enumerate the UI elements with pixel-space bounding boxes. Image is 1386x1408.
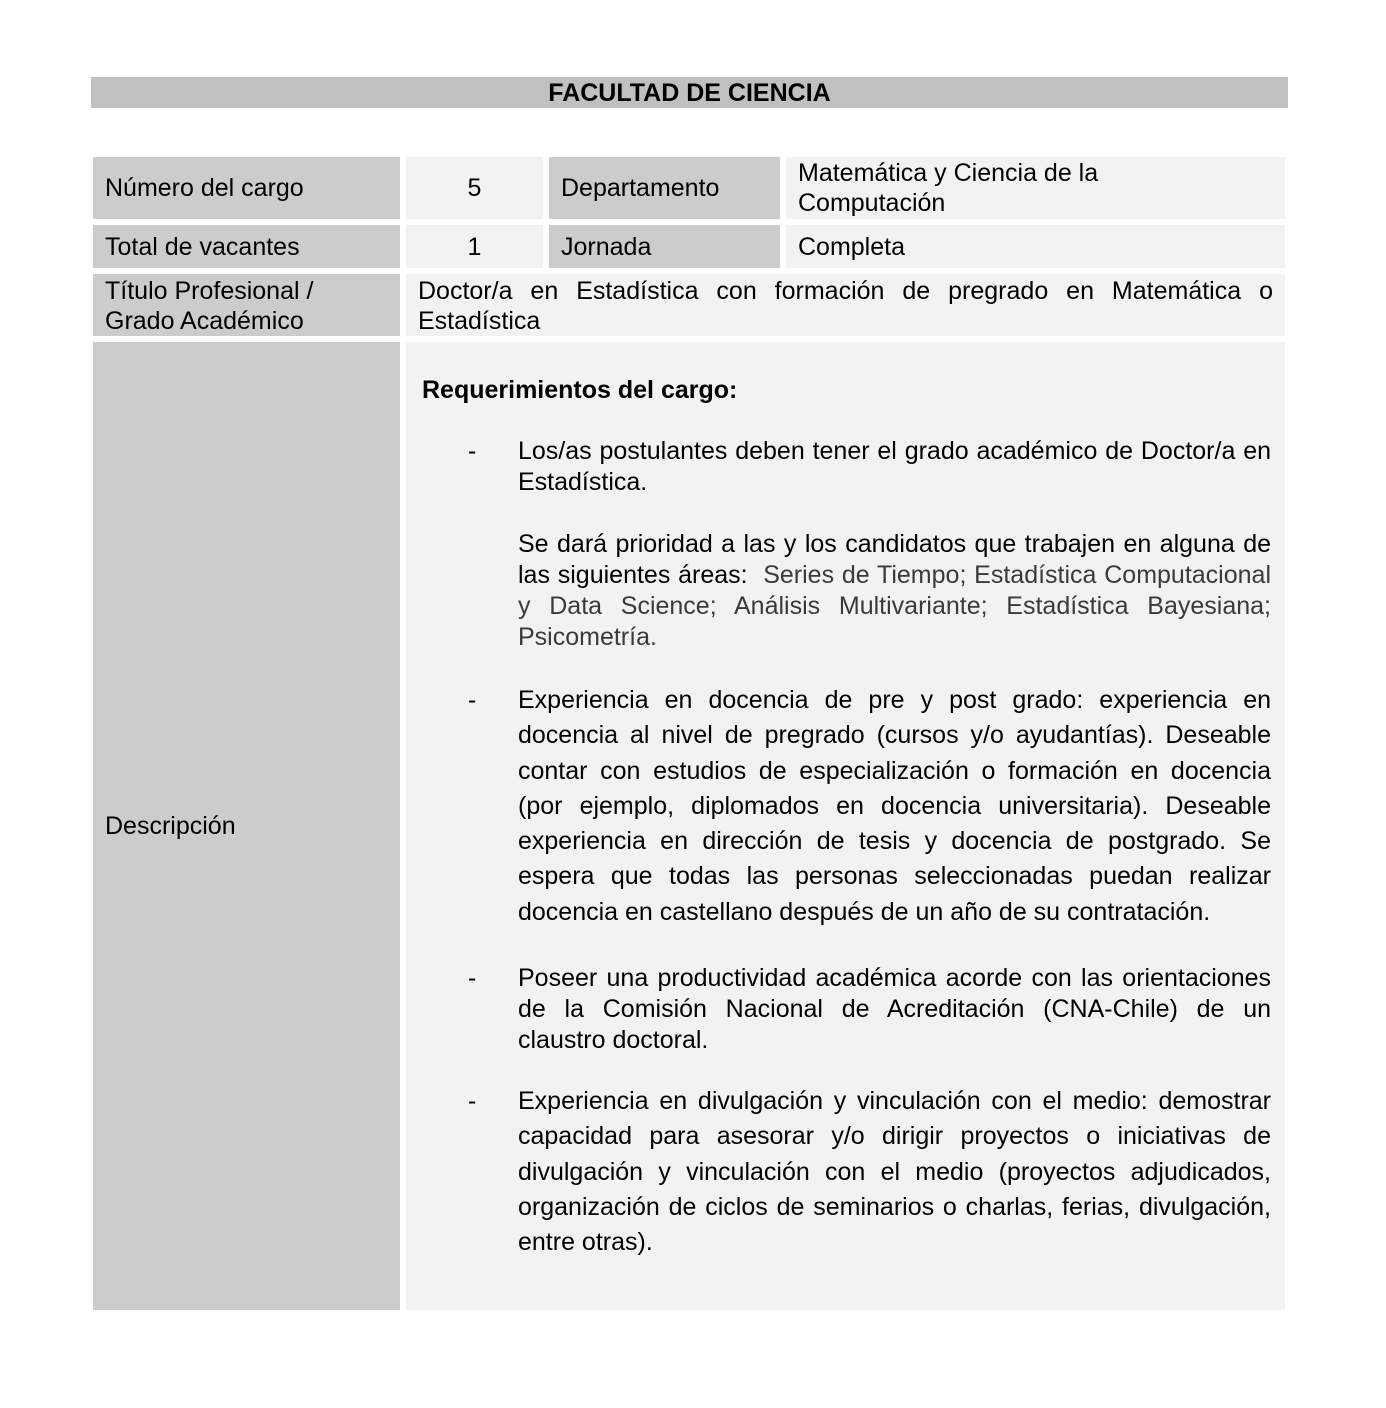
jornada-label-cell xyxy=(549,225,780,268)
vacantes-value: 1 xyxy=(467,232,482,261)
vacantes-label-cell xyxy=(93,225,400,268)
departamento-label-cell xyxy=(549,157,780,219)
vacantes-label: Total de vacantes xyxy=(105,232,300,261)
titulo-value: Doctor/a en Estadística con formación de pregrado en Matemática o Estadística xyxy=(418,277,1273,335)
description-content xyxy=(406,342,1285,1261)
requirement-text: Poseer una productividad académica acorde con las orientaciones de la Comisión Nacional de Acreditación (CNA-Chile) de un claustro doctoral. xyxy=(518,964,1271,1055)
cargo-value-cell xyxy=(406,157,543,219)
requirement-text: Los/as postulantes deben tener el grado académico de Doctor/a en Estadística. xyxy=(518,437,1271,496)
requirement-text: Experiencia en docencia de pre y post grado: experiencia en docencia al nivel de pregrado (cursos y/o ayudantías). Deseable contar con estudios de especialización o formación en docencia (por ejemplo, diplomados en docencia universitaria). Deseable experiencia en dirección de tesis y docencia de postgrado. Se espera que todas las personas seleccionadas puedan realizar docencia en castellano después de un año de su contratación. xyxy=(518,686,1271,926)
requirement-priority-intro: Se dará prioridad a las y los candidatos que trabajen en alguna de las siguientes áreas: xyxy=(518,530,1271,589)
descripcion-value-cell xyxy=(406,342,1285,1310)
requirement-priority-areas: Series de Tiempo; Estadística Computacional y Data Science; Análisis Multivariante; Estadística Bayesiana; Psicometría. xyxy=(518,561,1272,651)
requirement-dash: - xyxy=(468,686,477,714)
requirement-item-3 xyxy=(422,963,1271,1056)
requirements-heading: Requerimientos del cargo: xyxy=(422,376,738,404)
descripcion-label-cell xyxy=(93,342,400,1310)
faculty-title: FACULTAD DE CIENCIA xyxy=(91,77,1288,108)
cargo-label: Número del cargo xyxy=(105,174,304,202)
titulo-label: Título Profesional / Grado Académico xyxy=(105,277,314,335)
jornada-value: Completa xyxy=(798,232,905,261)
descripcion-label: Descripción xyxy=(105,812,236,840)
titulo-label-cell xyxy=(93,274,400,336)
departamento-value: Matemática y Ciencia de la Computación xyxy=(798,159,1099,217)
requirement-item-2 xyxy=(422,683,1271,930)
requirement-dash: - xyxy=(468,964,477,993)
requirement-dash: - xyxy=(468,437,477,465)
cargo-label-cell xyxy=(93,157,400,219)
requirement-priority-paragraph xyxy=(518,529,1271,653)
jornada-label: Jornada xyxy=(561,232,652,261)
jornada-value-cell xyxy=(786,225,1285,268)
titulo-value-cell xyxy=(406,274,1285,336)
departamento-value-cell xyxy=(786,157,1285,219)
requirement-item-1 xyxy=(422,436,1271,653)
requirement-item-4 xyxy=(422,1084,1271,1260)
requirement-text: Experiencia en divulgación y vinculación con el medio: demostrar capacidad para asesorar y/o dirigir proyectos o iniciativas de divulgación y vinculación con el medio (proyectos adjudicados, organización de ciclos de seminarios o charlas, ferias, divulgación, entre otras). xyxy=(518,1087,1271,1257)
departamento-label: Departamento xyxy=(561,174,720,202)
vacantes-value-cell xyxy=(406,225,543,268)
requirement-dash: - xyxy=(468,1087,477,1116)
cargo-value: 5 xyxy=(467,174,482,202)
